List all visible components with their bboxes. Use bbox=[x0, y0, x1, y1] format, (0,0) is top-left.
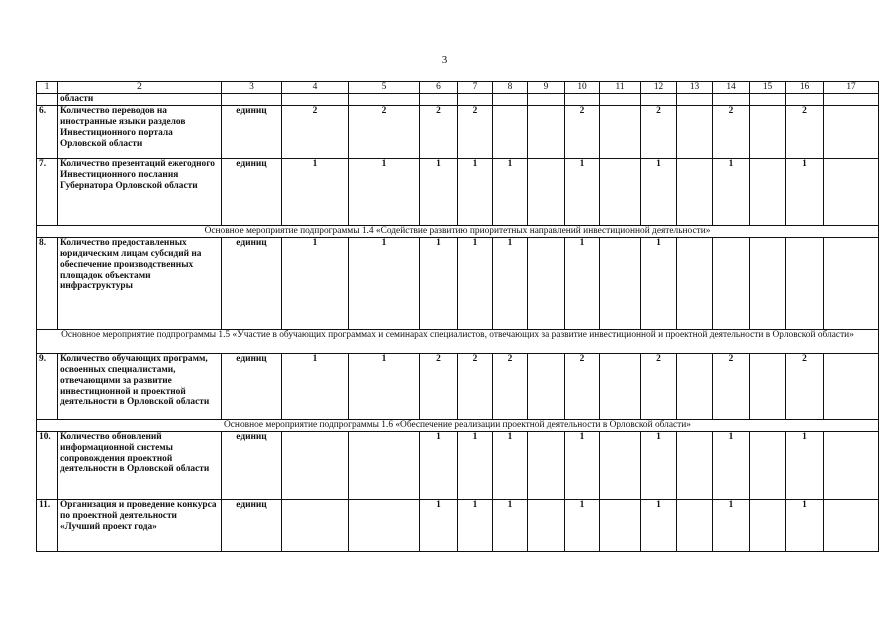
value-cell: 1 bbox=[493, 158, 528, 225]
value-cell bbox=[349, 431, 420, 499]
col-header: 10 bbox=[565, 82, 600, 94]
value-cell: 1 bbox=[493, 499, 528, 551]
value-cell: 1 bbox=[641, 237, 677, 329]
col-header: 11 bbox=[600, 82, 641, 94]
row-number: 10. bbox=[37, 431, 58, 499]
value-cell bbox=[528, 158, 565, 225]
indicator-name: Количество презентаций ежегодного Инвестиционного послания Губернатора Орловской области bbox=[58, 158, 222, 225]
col-header: 5 bbox=[349, 82, 420, 94]
value-cell: 2 bbox=[349, 105, 420, 158]
table-row bbox=[37, 158, 879, 225]
table-row bbox=[37, 105, 879, 158]
value-cell: 1 bbox=[786, 431, 824, 499]
unit-cell: единиц bbox=[222, 158, 282, 225]
table-row bbox=[37, 499, 879, 551]
value-cell bbox=[824, 237, 879, 329]
col-header: 9 bbox=[528, 82, 565, 94]
value-cell: 1 bbox=[282, 158, 349, 225]
value-cell: 1 bbox=[420, 499, 458, 551]
value-cell: 1 bbox=[349, 158, 420, 225]
value-cell: 1 bbox=[458, 499, 493, 551]
unit-cell: единиц bbox=[222, 105, 282, 158]
row-number: 9. bbox=[37, 353, 58, 419]
value-cell: 2 bbox=[282, 105, 349, 158]
value-cell: 1 bbox=[565, 158, 600, 225]
value-cell: 1 bbox=[641, 499, 677, 551]
value-cell bbox=[600, 105, 641, 158]
col-header: 4 bbox=[282, 82, 349, 94]
value-cell bbox=[600, 499, 641, 551]
value-cell: 1 bbox=[786, 499, 824, 551]
value-cell bbox=[528, 499, 565, 551]
row-number: 6. bbox=[37, 105, 58, 158]
value-cell: 1 bbox=[641, 431, 677, 499]
col-header: 1 bbox=[37, 82, 58, 94]
indicator-name: Организация и проведение конкурса по проектной деятельности «Лучший проект года» bbox=[58, 499, 222, 551]
col-header: 12 bbox=[641, 82, 677, 94]
value-cell: 2 bbox=[458, 105, 493, 158]
value-cell bbox=[677, 237, 713, 329]
col-header: 13 bbox=[677, 82, 713, 94]
table-row bbox=[37, 431, 879, 499]
value-cell bbox=[750, 431, 786, 499]
value-cell bbox=[750, 158, 786, 225]
value-cell bbox=[824, 353, 879, 419]
value-cell bbox=[677, 431, 713, 499]
col-header: 3 bbox=[222, 82, 282, 94]
value-cell bbox=[750, 237, 786, 329]
value-cell bbox=[528, 431, 565, 499]
col-header: 14 bbox=[713, 82, 750, 94]
value-cell: 1 bbox=[349, 237, 420, 329]
value-cell: 2 bbox=[458, 353, 493, 419]
value-cell: 1 bbox=[458, 158, 493, 225]
value-cell bbox=[528, 237, 565, 329]
value-cell bbox=[493, 105, 528, 158]
value-cell: 1 bbox=[420, 158, 458, 225]
value-cell bbox=[750, 353, 786, 419]
col-header: 6 bbox=[420, 82, 458, 94]
indicator-name: Количество обновлений информационной системы сопровождения проектной деятельности в Орловской области bbox=[58, 431, 222, 499]
value-cell: 1 bbox=[713, 158, 750, 225]
col-header: 16 bbox=[786, 82, 824, 94]
col-header: 17 bbox=[824, 82, 879, 94]
indicator-name: Количество переводов на иностранные языки разделов Инвестиционного портала Орловской области bbox=[58, 105, 222, 158]
section-title: Основное мероприятие подпрограммы 1.6 «Обеспечение реализации проектной деятельности в Орловской области» bbox=[37, 419, 879, 431]
value-cell: 1 bbox=[565, 237, 600, 329]
value-cell bbox=[282, 499, 349, 551]
value-cell: 1 bbox=[349, 353, 420, 419]
value-cell: 2 bbox=[493, 353, 528, 419]
value-cell: 2 bbox=[641, 353, 677, 419]
section-title: Основное мероприятие подпрограммы 1.5 «Участие в обучающих программах и семинарах специалистов, отвечающих за развитие инвестиционной и проектной деятельности в Орловской области» bbox=[37, 329, 879, 353]
section-row bbox=[37, 225, 879, 237]
value-cell bbox=[528, 353, 565, 419]
col-header: 2 bbox=[58, 82, 222, 94]
value-cell: 2 bbox=[565, 353, 600, 419]
value-cell bbox=[824, 158, 879, 225]
value-cell bbox=[824, 431, 879, 499]
value-cell: 2 bbox=[641, 105, 677, 158]
value-cell bbox=[600, 237, 641, 329]
value-cell: 1 bbox=[786, 158, 824, 225]
value-cell: 1 bbox=[282, 237, 349, 329]
row-number: 7. bbox=[37, 158, 58, 225]
value-cell: 1 bbox=[713, 499, 750, 551]
value-cell: 2 bbox=[565, 105, 600, 158]
value-cell: 1 bbox=[458, 237, 493, 329]
section-row bbox=[37, 419, 879, 431]
value-cell bbox=[528, 105, 565, 158]
indicators-table bbox=[36, 81, 879, 552]
value-cell: 1 bbox=[420, 431, 458, 499]
section-row bbox=[37, 329, 879, 353]
section-title: Основное мероприятие подпрограммы 1.4 «Содействие развитию приоритетных направлений инвестиционной деятельности» bbox=[37, 225, 879, 237]
value-cell bbox=[824, 105, 879, 158]
value-cell: 2 bbox=[420, 353, 458, 419]
col-header: 7 bbox=[458, 82, 493, 94]
value-cell bbox=[750, 105, 786, 158]
page-number: 3 bbox=[441, 54, 448, 66]
value-cell bbox=[677, 105, 713, 158]
value-cell bbox=[786, 237, 824, 329]
continuation-text: области bbox=[58, 94, 222, 106]
value-cell: 2 bbox=[713, 353, 750, 419]
value-cell bbox=[677, 499, 713, 551]
value-cell: 1 bbox=[493, 237, 528, 329]
value-cell bbox=[750, 499, 786, 551]
row-number: 8. bbox=[37, 237, 58, 329]
header-row bbox=[37, 82, 879, 94]
value-cell: 2 bbox=[786, 105, 824, 158]
value-cell: 1 bbox=[641, 158, 677, 225]
value-cell bbox=[824, 499, 879, 551]
value-cell bbox=[677, 158, 713, 225]
row-number: 11. bbox=[37, 499, 58, 551]
value-cell bbox=[282, 431, 349, 499]
col-header: 15 bbox=[750, 82, 786, 94]
value-cell: 2 bbox=[420, 105, 458, 158]
value-cell: 1 bbox=[565, 499, 600, 551]
value-cell: 1 bbox=[458, 431, 493, 499]
continuation-row bbox=[37, 94, 879, 106]
value-cell: 1 bbox=[713, 431, 750, 499]
col-header: 8 bbox=[493, 82, 528, 94]
value-cell bbox=[600, 431, 641, 499]
value-cell: 1 bbox=[493, 431, 528, 499]
table-row bbox=[37, 353, 879, 419]
unit-cell: единиц bbox=[222, 431, 282, 499]
unit-cell: единиц bbox=[222, 353, 282, 419]
value-cell bbox=[600, 353, 641, 419]
value-cell: 2 bbox=[786, 353, 824, 419]
value-cell: 1 bbox=[420, 237, 458, 329]
unit-cell: единиц bbox=[222, 237, 282, 329]
table-row bbox=[37, 237, 879, 329]
indicator-name: Количество предоставленных юридическим лицам субсидий на обеспечение производственных площадок объектами инфраструктуры bbox=[58, 237, 222, 329]
value-cell: 2 bbox=[713, 105, 750, 158]
value-cell bbox=[677, 353, 713, 419]
indicator-name: Количество обучающих программ, освоенных специалистами, отвечающими за развитие инвестиционной и проектной деятельности в Орловской области bbox=[58, 353, 222, 419]
unit-cell: единиц bbox=[222, 499, 282, 551]
value-cell bbox=[713, 237, 750, 329]
value-cell: 1 bbox=[565, 431, 600, 499]
value-cell bbox=[600, 158, 641, 225]
value-cell bbox=[349, 499, 420, 551]
value-cell: 1 bbox=[282, 353, 349, 419]
